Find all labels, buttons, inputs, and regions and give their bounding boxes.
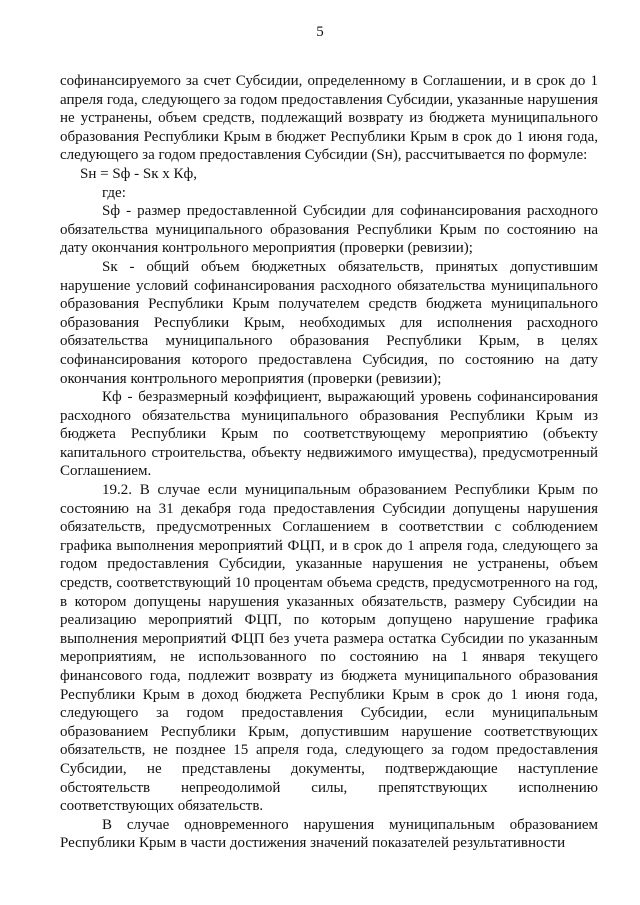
definition-kf: Кф - безразмерный коэффициент, выражающий уровень софинансирования расходного обязательства муниципального образования Республики Крым из бюджета Республики Крым по соответствующему мероприятию (объекту капитального строительства, объекту недвижимого имущества), предусмотренный Соглашением.: [60, 389, 598, 480]
definition-sf: Sф - размер предоставленной Субсидии для софинансирования расходного обязательства муниципального образования Республики Крым по состоянию на дату окончания контрольного мероприятия (проверки (ревизии);: [60, 203, 598, 257]
definition-sk: Sк - общий объем бюджетных обязательств, принятых допустившим нарушение условий софинансирования расходного обязательства муниципального образования Республики Крым получателем средств бюджета муниципального образования Республики Крым, необходимых для исполнения расходного обязательства муниципального образования Республики Крым, в целях софинансирования которого предоставлена Субсидия, по состоянию на дату окончания контрольного мероприятия (проверки (ревизии);: [60, 258, 598, 387]
paragraph-intro: софинансируемого за счет Субсидии, определенному в Соглашении, и в срок до 1 апреля года, следующего за годом предоставления Субсидии, указанные нарушения не устранены, объем средств, подлежащий возврату из бюджета муниципального образования Республики Крым в бюджет Республики Крым в срок до 1 июня года, следующего за годом предоставления Субсидии (Sн), рассчитывается по формуле:: [60, 73, 598, 164]
where-label: где:: [102, 184, 126, 201]
paragraph-19-2: 19.2. В случае если муниципальным образованием Республики Крым по состоянию на 31 декабря года предоставления Субсидии допущены нарушения обязательств, предусмотренных Соглашением в соответствии с соблюдением графика выполнения мероприятий ФЦП, и в срок до 1 апреля года, следующего за годом предоставления Субсидии, указанные нарушения не устранены, объем средств, соответствующий 10 процентам объема средств, предусмотренного на год, в котором допущены нарушения указанных обязательств, размеру Субсидии на реализацию мероприятий ФЦП, по которым допущено нарушение графика выполнения мероприятий ФЦП без учета размера остатка Субсидии по указанным мероприятиям, не использованного по состоянию на 1 января текущего финансового года, подлежит возврату из бюджета муниципального образования Республики Крым в доход бюджета Республики Крым в срок до 1 июня года, следующего за годом предоставления Субсидии, если муниципальным образованием Республики Крым, допустившим нарушение соответствующих обязательств, не позднее 15 апреля года, следующего за годом предоставления Субсидии, не представлены документы, подтверждающие наступление обстоятельств непреодолимой силы, препятствующих исполнению соответствующих обязательств.: [60, 482, 598, 815]
document-body: [60, 72, 598, 853]
page-number: 5: [316, 24, 324, 40]
formula: Sн = Sф - Sк х Кф,: [80, 165, 197, 182]
paragraph-simultaneous-violation: В случае одновременного нарушения муниципальным образованием Республики Крым в части достижения значений показателей результативности: [60, 816, 598, 852]
